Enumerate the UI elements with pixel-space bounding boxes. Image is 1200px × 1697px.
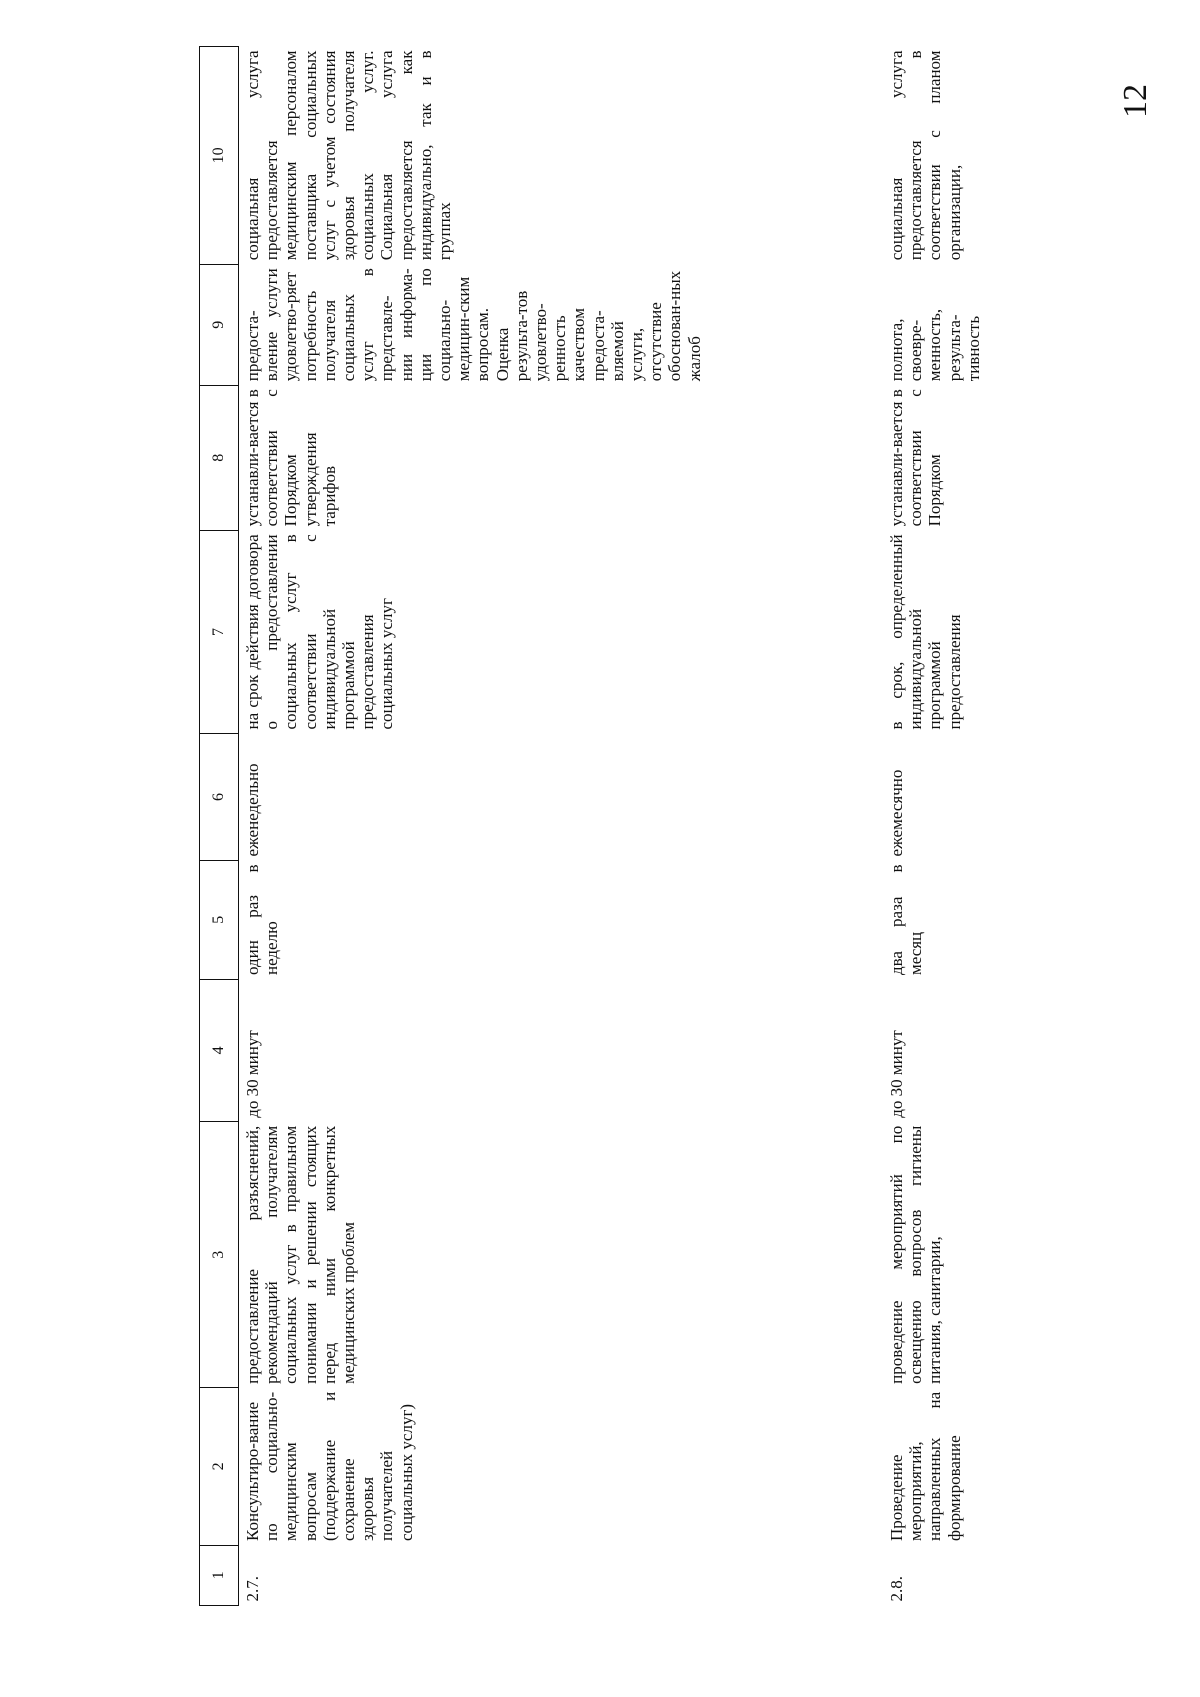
row-number: 2.8. [887,1576,906,1602]
col-header-10: 10 [200,47,239,265]
col-header-5: 5 [200,861,239,980]
service-quality: полнота, своевре-менность, результа-тивность [887,308,983,382]
col-header-7: 7 [200,530,239,733]
page-number: 12 [1117,84,1154,118]
rotated-sheet [199,46,999,1606]
table-row [239,47,884,1606]
service-tariff: устанавли-вается в соответствии с Порядком [887,389,945,527]
service-description: проведение мероприятий по освещению вопросов гигиены питания, санитарии, [887,1125,945,1384]
row-number: 2.7. [243,1576,262,1602]
service-periodicity: ежемесячно [887,769,906,857]
col-header-4: 4 [200,979,239,1122]
col-header-3: 3 [200,1122,239,1388]
table-row [883,47,1057,1606]
service-conditions: социальная услуга предоставляется медицинским персоналом поставщика социальных услуг с учетом состояния здоровья получателя социальных услуг. Социальная услуга предоставляется как индивидуально, так и в группах [243,50,455,261]
service-quality: предоста-вление услуги удовлетво-ряет потребность получателя социальных услуг в представле-нии информа-ции по социально-медицин-ским вопросам. Оценка результа-тов удовлетво-ренность качеством предоста-вляемой услуги, отсутствие обоснован-ных жалоб [243,268,704,382]
col-header-8: 8 [200,385,239,530]
service-name: Проведение мероприятий, направленных на формирование [887,1391,964,1542]
col-header-2: 2 [200,1388,239,1545]
service-periodicity: еженедельно [243,763,262,857]
services-table [199,46,1057,1606]
col-header-6: 6 [200,734,239,861]
service-term: на срок действия договора о предоставлении социальных услуг в соответствии с индивидуальной программой предоставления социальных услуг [243,534,397,730]
service-tariff: устанавли-вается в соответствии с Порядком утверждения тарифов [243,389,339,527]
service-frequency: два раза в месяц [887,864,926,976]
service-duration: до 30 минут [243,1030,262,1118]
table-header-row [200,47,239,1606]
service-frequency: один раз в неделю [243,864,282,976]
service-term: в срок, определенный индивидуальной программой предоставления [887,534,964,730]
service-duration: до 30 минут [887,1030,906,1118]
col-header-9: 9 [200,264,239,385]
service-name: Консультиро-вание по социально-медицинским вопросам (поддержание и сохранение здоровья получателей социальных услуг) [243,1391,416,1542]
service-conditions: социальная услуга предоставляется в соответствии с планом организации, [887,50,964,261]
service-description: предоставление разъяснений, рекомендаций получателям социальных услуг в правильном понимании и решении стоящих перед ними конкретных медицинских проблем [243,1125,359,1384]
col-header-1: 1 [200,1545,239,1605]
